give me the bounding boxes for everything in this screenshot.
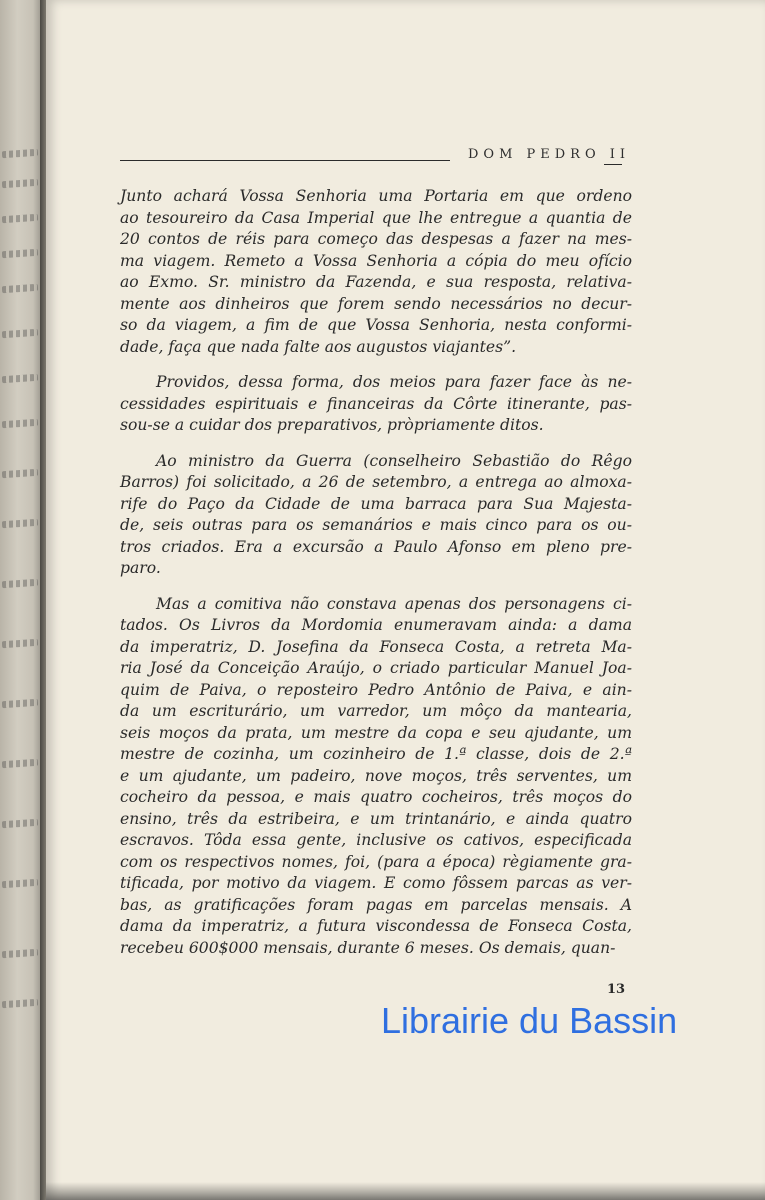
text-line: ao tesoureiro da Casa Imperial que lhe entregue a quantia de [120, 208, 632, 227]
text-line: sou-se a cuidar dos preparativos, pròpriamente ditos. [120, 416, 544, 434]
bleed-through-text [2, 179, 38, 188]
text-line: seis moços da prata, um mestre da copa e seu ajudante, um [120, 723, 632, 742]
text-line: quim de Paiva, o reposteiro Pedro Antônio de Paiva, e ain- [120, 680, 632, 699]
text-line: Junto achará Vossa Senhoria uma Portaria em que ordeno [120, 187, 632, 205]
text-line: escravos. Tôda essa gente, inclusive os cativos, especificada [120, 831, 632, 849]
text-line: Ao ministro da Guerra (conselheiro Sebastião do Rêgo [156, 451, 632, 470]
text-line: recebeu 600$000 mensais, durante 6 meses. Os demais, quan- [120, 938, 616, 957]
bleed-through-text [2, 699, 38, 708]
text-line: rife do Paço da Cidade de uma barraca para Sua Majesta- [120, 494, 632, 513]
body-text [120, 186, 632, 973]
text-line: so da viagem, a fim de que Vossa Senhoria, nesta conformi- [120, 316, 632, 334]
text-line: Providos, dessa forma, dos meios para fazer face às ne- [156, 373, 632, 391]
text-line: dama da imperatriz, a futura viscondessa de Fonseca Costa, [120, 917, 632, 935]
running-head-rule [120, 160, 450, 161]
bleed-through-text [2, 374, 38, 383]
running-head-title: DOM PEDRO II [468, 147, 631, 162]
text-line: dade, faça que nada falte aos augustos viajantes”. [120, 337, 517, 356]
text-line: da imperatriz, D. Josefina da Fonseca Costa, a retreta Ma- [120, 637, 632, 656]
seller-watermark: Librairie du Bassin [381, 1000, 678, 1041]
text-line: tros criados. Era a excursão a Paulo Afonso em pleno pre- [120, 537, 632, 556]
bleed-through-text [2, 149, 38, 158]
text-line: tificada, por motivo da viagem. E como fôssem parcas as ver- [120, 874, 632, 892]
bleed-through-text [2, 579, 38, 588]
text-line: com os respectivos nomes, foi, (para a época) règiamente gra- [120, 852, 632, 871]
bleed-through-text [2, 949, 38, 958]
text-line: ma viagem. Remeto a Vossa Senhoria a cópia do meu ofício [120, 251, 632, 270]
bleed-through-text [2, 284, 38, 293]
text-line: 20 contos de réis para começo das despesas a fazer na mes- [120, 230, 632, 248]
text-line: de, seis outras para os semanários e mais cinco para os ou- [120, 516, 632, 534]
bleed-through-text [2, 249, 38, 258]
paragraph [120, 186, 632, 358]
paragraph [120, 372, 632, 437]
bleed-through-text [2, 519, 38, 528]
text-line: cocheiro da pessoa, e mais quatro cocheiros, três moços do [120, 788, 632, 806]
text-line: ria José da Conceição Araújo, o criado particular Manuel Joa- [120, 659, 632, 677]
text-line: Mas a comitiva não constava apenas dos personagens ci- [156, 594, 632, 613]
bleed-through-text [2, 329, 38, 338]
bleed-through-text [2, 419, 38, 428]
paragraph [120, 594, 632, 960]
paragraph [120, 451, 632, 580]
running-head-underline [604, 164, 622, 165]
text-line: tados. Os Livros da Mordomia enumeravam ainda: a dama [120, 616, 632, 634]
bleed-through-text [2, 819, 38, 828]
text-line: cessidades espirituais e financeiras da Côrte itinerante, pas- [120, 394, 632, 413]
text-line: mente aos dinheiros que forem sendo necessários no decur- [120, 294, 632, 313]
text-line: paro. [120, 559, 161, 577]
bleed-through-text [2, 639, 38, 648]
bleed-through-text [2, 999, 38, 1008]
bleed-through-text [2, 879, 38, 888]
bleed-through-text [2, 214, 38, 223]
page-number: 13 [607, 982, 626, 997]
text-line: ao Exmo. Sr. ministro da Fazenda, e sua resposta, relativa- [120, 273, 632, 291]
bleed-through-text [2, 469, 38, 478]
text-line: Barros) foi solicitado, a 26 de setembro, a entrega ao almoxa- [120, 473, 632, 491]
text-line: e um ajudante, um padeiro, nove moços, três serventes, um [120, 766, 632, 785]
bleed-through-text [2, 759, 38, 768]
text-line: da um escriturário, um varredor, um môço da mantearia, [120, 702, 632, 720]
facing-page-edge [0, 0, 44, 1200]
page-bottom-shadow [46, 1182, 765, 1200]
text-line: ensino, três da estribeira, e um trintanário, e ainda quatro [120, 809, 632, 828]
text-line: bas, as gratificações foram pagas em parcelas mensais. A [120, 895, 632, 914]
text-line: mestre de cozinha, um cozinheiro de 1.ª classe, dois de 2.ª [120, 745, 632, 763]
